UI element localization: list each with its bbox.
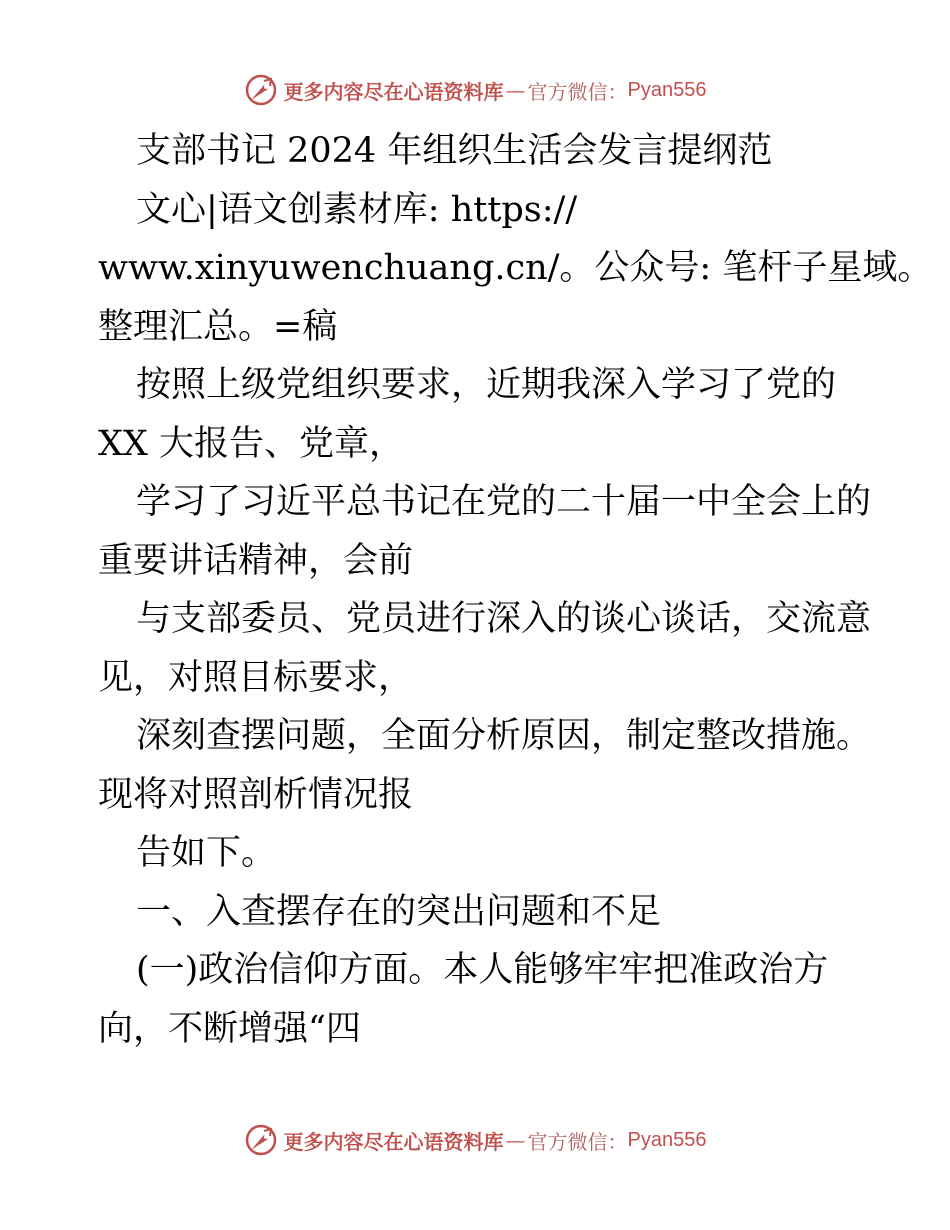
watermark-wechat-id: Pyan556: [627, 1128, 707, 1151]
footer-watermark: [0, 1118, 950, 1162]
watermark-separator: —: [505, 1128, 526, 1152]
paragraph-line: 学习了习近平总书记在党的二十届一中全会上的: [136, 482, 872, 522]
paragraph-line: 重要讲话精神，会前: [98, 540, 414, 581]
paragraph-line: 见，对照目标要求，: [98, 657, 414, 698]
section-heading: 一、入查摆存在的突出问题和不足: [136, 891, 662, 932]
paragraph-line: 按照上级党组织要求，近期我深入学习了党的: [136, 365, 837, 405]
paragraph-line: 告如下。: [136, 833, 277, 873]
watermark-main-text: 更多内容尽在心语资料库: [283, 1129, 504, 1154]
paragraph-line: XX 大报告、党章，: [98, 423, 404, 464]
doc-source-url-line: www.xinyuwenchuang.cn/。公众号: 笔杆子星域。: [98, 248, 933, 288]
document-body: [98, 122, 933, 1058]
watermark-sub-text: 官方微信：: [527, 1129, 628, 1154]
paragraph-line: 与支部委员、党员进行深入的谈心谈话，交流意: [136, 599, 872, 639]
doc-source-line: 文心|语文创素材库: https://: [136, 189, 578, 230]
watermark-wechat-id: Pyan556: [627, 78, 707, 101]
doc-title-line: 支部书记 2024 年组织生活会发言提纲范: [136, 131, 773, 171]
watermark-main-text: 更多内容尽在心语资料库: [283, 79, 504, 104]
doc-source-note-line: 整理汇总。=稿: [98, 306, 338, 347]
paragraph-line: 向，不断增强“四: [98, 1008, 361, 1049]
header-watermark: [0, 68, 950, 112]
paragraph-line: 现将对照剖析情况报: [98, 774, 414, 815]
watermark-sub-text: 官方微信：: [527, 79, 628, 104]
pen-nib-circle-icon: [244, 1123, 278, 1157]
pen-nib-circle-icon: [244, 73, 278, 107]
watermark-separator: —: [505, 78, 526, 102]
paragraph-line: 深刻查摆问题，全面分析原因，制定整改措施。: [136, 716, 872, 756]
subsection-line: (一)政治信仰方面。本人能够牢牢把准政治方: [136, 950, 829, 990]
